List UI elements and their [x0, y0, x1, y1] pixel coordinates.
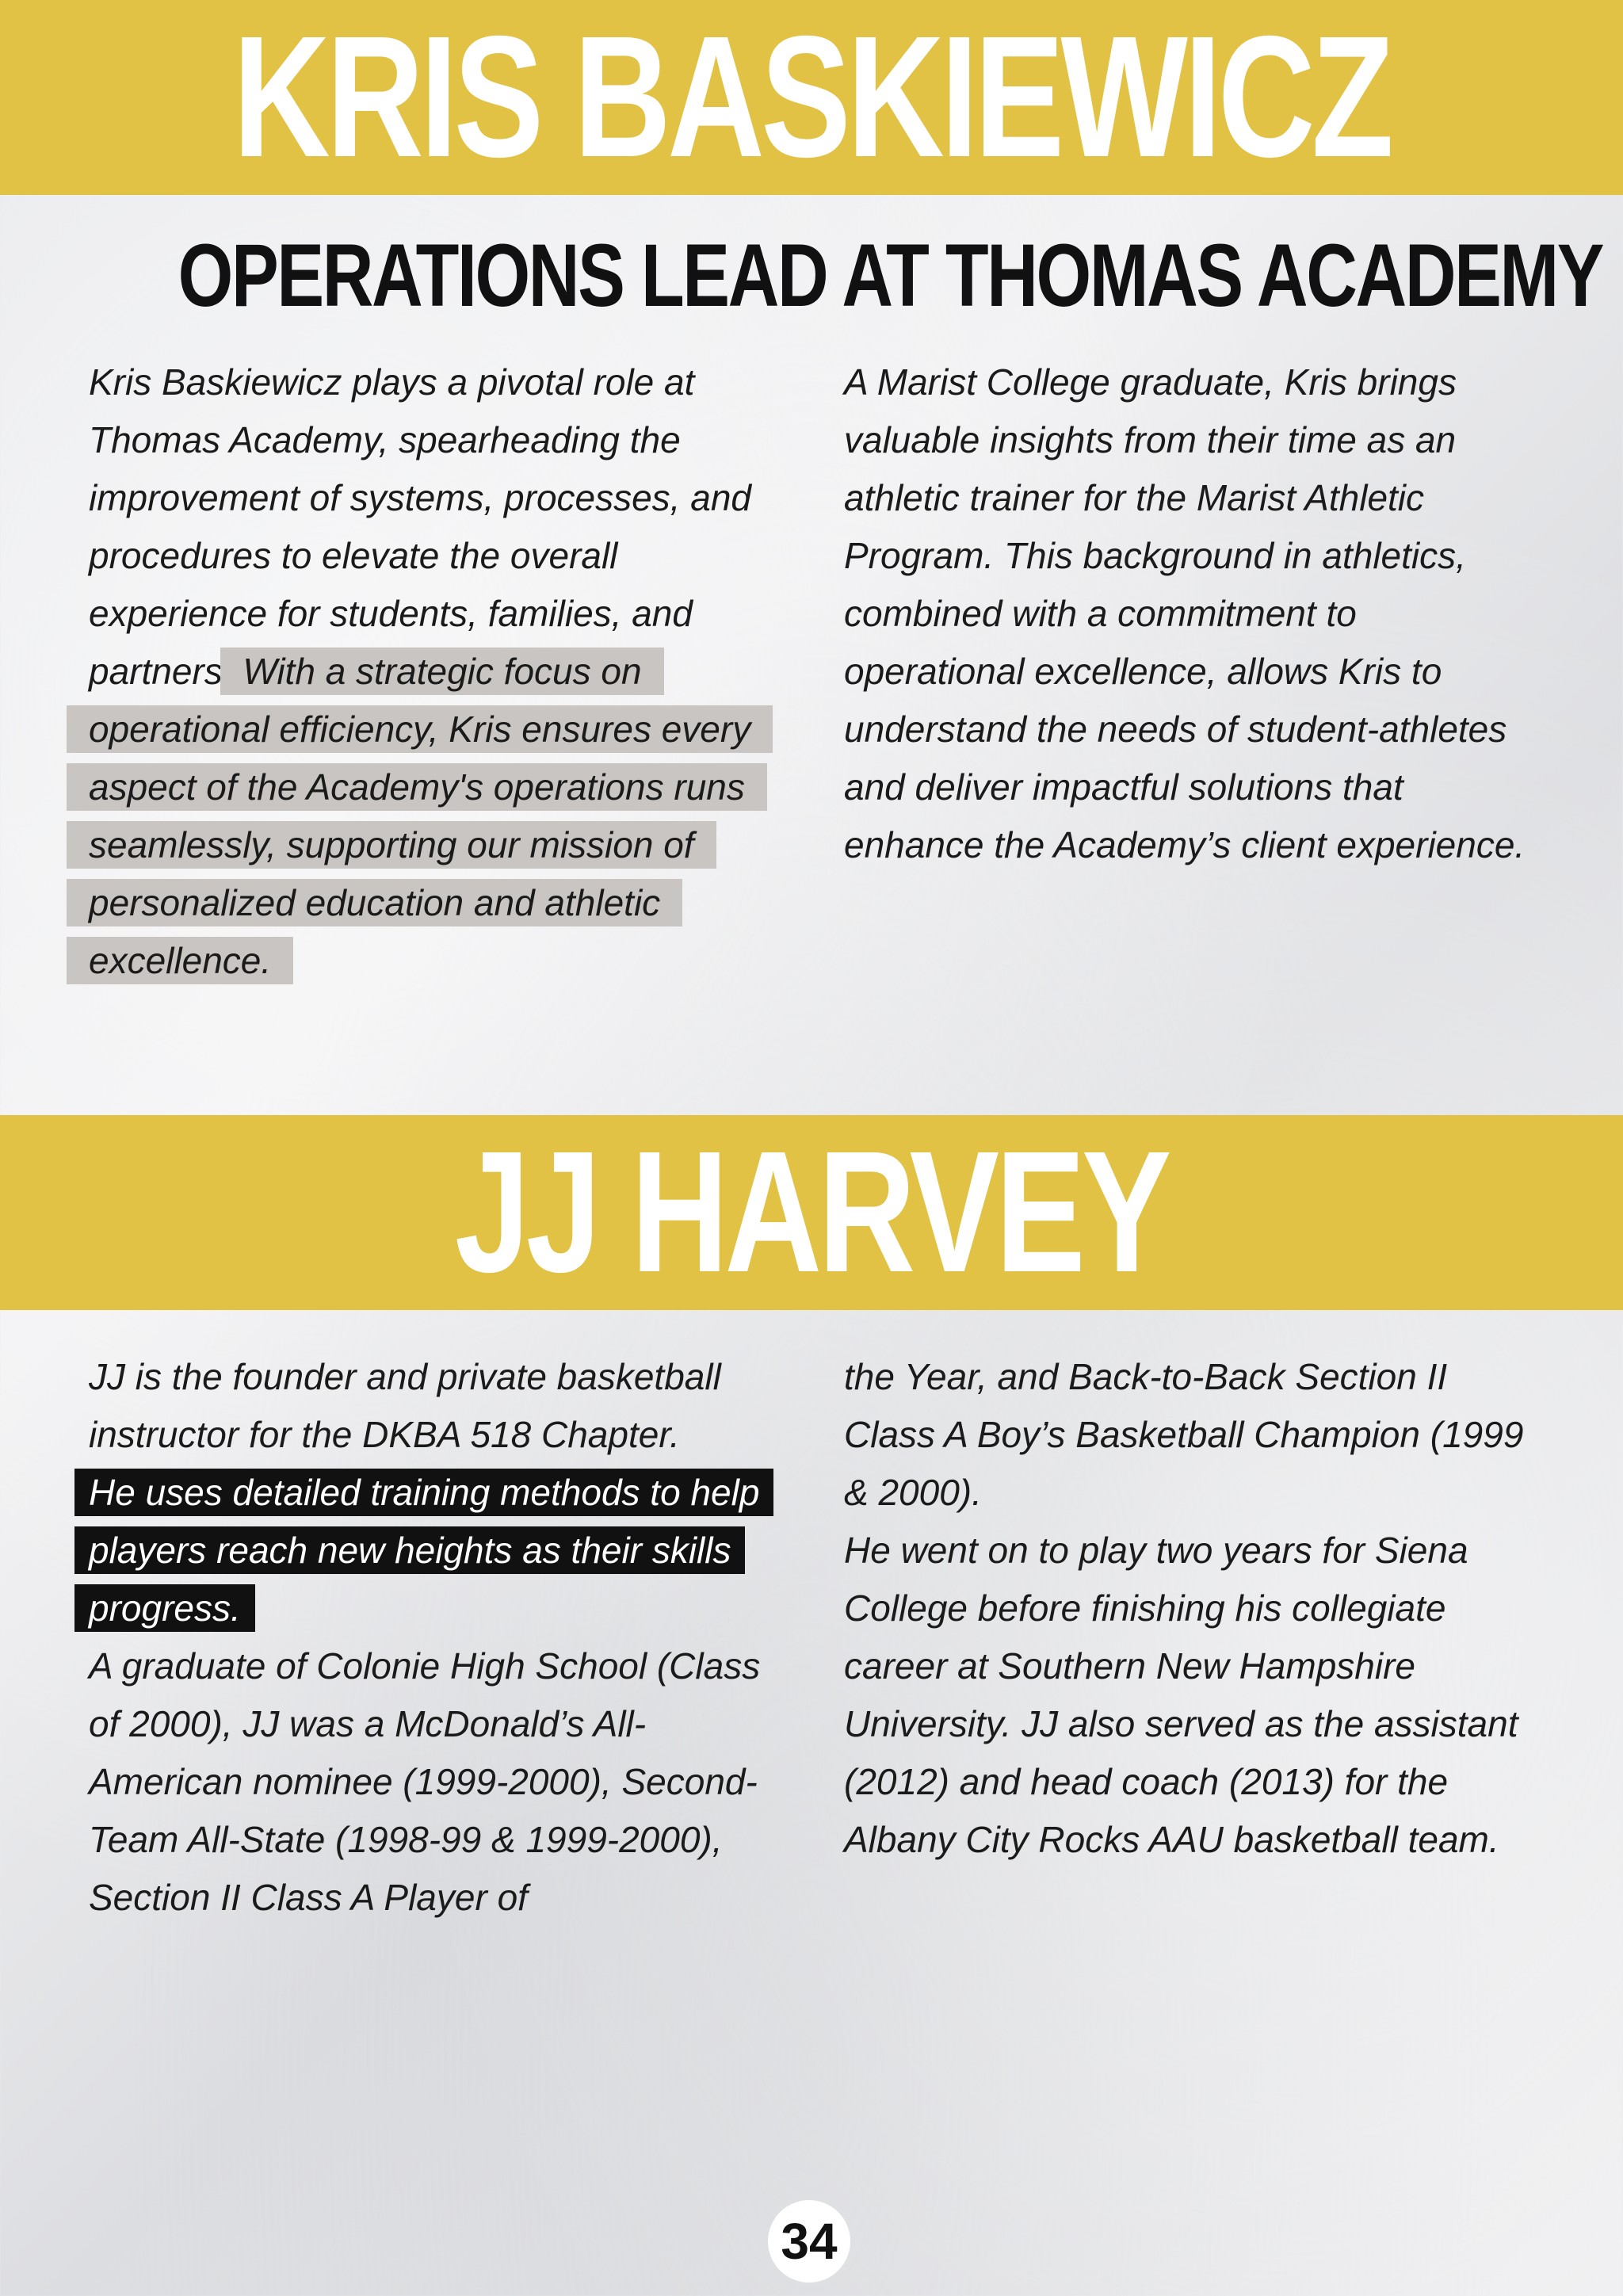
kris-bio-right-column — [844, 353, 1541, 874]
jj-bio-awards: the Year, and Back-to-Back Section II Class A Boy’s Basketball Champion (1999 & 2000). — [844, 1356, 1524, 1513]
page-number: 34 — [768, 2200, 850, 2283]
kris-name-banner — [0, 0, 1623, 195]
jj-bio-left-column — [89, 1348, 786, 1927]
jj-name-banner — [0, 1115, 1623, 1310]
kris-bio-paragraph-1 — [89, 353, 786, 990]
jj-bio-highlight: He uses detailed training methods to help players reach new heights as their skills progress. — [89, 1469, 759, 1632]
kris-bio-left-column — [89, 353, 786, 990]
jj-bio-intro: JJ is the founder and private basketball instructor for the DKBA 518 Chapter. — [89, 1356, 721, 1455]
jj-bio-career: He went on to play two years for Siena College before finishing his collegiate career at Southern New Hampshire University. JJ also served as the assistant (2012) and head coach (2013) for the Albany City Rocks AAU basketball team. — [844, 1530, 1518, 1860]
kris-bio-paragraph-2: A Marist College graduate, Kris brings valuable insights from their time as an athletic trainer for the Marist Athletic Program. This background in athletics, combined with a commitment to operational excellence, allows Kris to understand the needs of student-athletes and deliver impactful solutions that enhance the Academy’s client experience. — [844, 361, 1526, 865]
jj-name-title: JJ HARVEY — [455, 1116, 1168, 1308]
kris-bio-intro: Kris Baskiewicz plays a pivotal role at Thomas Academy, spearheading the improvement of systems, processes, and procedures to elevate the overall experience for students, families, and partners. — [89, 361, 751, 692]
jj-bio-graduate: A graduate of Colonie High School (Class of 2000), JJ was a McDonald’s All-American nominee (1999-2000), Second-Team All-State (1998-99 & 1999-2000), Section II Class A Player of — [89, 1645, 761, 1918]
jj-bio-right-column — [844, 1348, 1541, 1869]
jj-bio-highlight-paragraph — [89, 1464, 786, 1637]
kris-name-title: KRIS BASKIEWICZ — [232, 1, 1391, 193]
kris-role-subtitle — [0, 226, 1623, 325]
kris-role-subtitle-text: OPERATIONS LEAD AT THOMAS ACADEMY — [178, 226, 1603, 325]
kris-bio-highlight: With a strategic focus on operational efficiency, Kris ensures every aspect of the Academy's operations runs seamlessly, supporting our mission of personalized education and athletic excellence. — [89, 648, 750, 984]
